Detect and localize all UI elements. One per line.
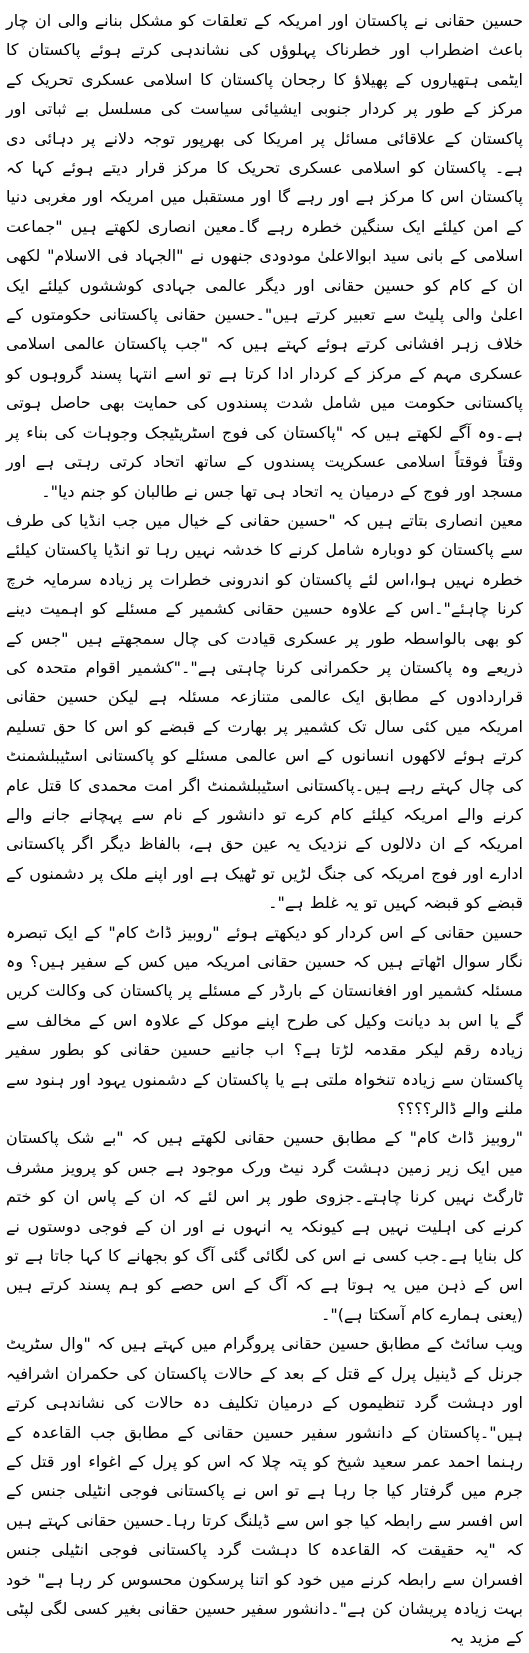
article-paragraph-4: "روبیز ڈاٹ کام" کے مطابق حسین حقانی لکھتے ہیں کہ "بے شک پاکستان میں ایک زیر زمین دہشت گرد نیٹ ورک موجود ہے جس کو پرویز مشرف ٹارگٹ نہیں کرنا چاہتے۔جزوی طور پر اس لئے کہ ان کے پاس ان کو ختم کرنے کی اہلیت نہیں ہے کیونکہ یہ انہوں نے اور ان کے فوجی دوستوں نے کل بنایا ہے۔جب کسی نے اس کی لگائی گئی آگ کو بجھانے کا کہا جاتا ہے تو اس کے ذہن میں یہ ہوتا ہے کہ آگ کے اس حصے کو ہم پسند کرتے ہیں (یعنی ہمارے کام آسکتا ہے)"۔ bbox=[6, 1128, 523, 1324]
article-paragraph-1: حسین حقانی نے پاکستان اور امریکہ کے تعلقات کو مشکل بنانے والی ان چار باعث اضطراب اور خطرناک پہلوؤں کی نشاندہی کرتے ہوئے پاکستان کا ایٹمی ہتھیاروں کے پھیلاؤ کا رجحان پاکستان کا اسلامی عسکری تحریک کے مرکز کے طور پر کردار جنوبی ایشیائی سیاست کی مسلسل بے ثباتی اور پاکستان کے علاقائی مسائل پر امریکا کی بھرپور توجہ دلانے پر دہائی دی ہے۔ پاکستان کو اسلامی عسکری تحریک کا مرکز قرار دیتے ہوئے کہا کہ پاکستان اس کا مرکز ہے اور رہے گا اور مستقبل میں امریکہ اور مغربی دنیا کے امن کیلئے ایک سنگین خطرہ رہے گا۔معین انصاری لکھتے ہیں "جماعت اسلامی کے بانی سید ابوالاعلیٰ مودودی جنھوں نے "الجہاد فی الاسلام" لکھی ان کے کام کو حسین حقانی اور دیگر عالمی جہادی کوششوں کیلئے ایک اعلیٰ والی پلیٹ سے تعبیر کرتے ہیں"۔حسین حقانی پاکستانی حکومتوں کے خلاف زہر افشانی کرتے ہوئے کہتے ہیں کہ "جب پاکستان عالمی اسلامی عسکری مہم کے مرکز کے کردار ادا کرتا ہے تو اسے انتہا پسند گروہوں کو پاکستانی حکومت میں شامل شدت پسندوں کی حمایت بھی حاصل ہوتی ہے۔وہ آگے لکھتے ہیں کہ "پاکستان کی فوج اسٹریٹیجک وجوہات کی بناء پر وقتاً فوقتاً اسلامی عسکریت پسندوں کے ساتھ اتحاد کرتی رہتی ہے اور مسجد اور فوج کے درمیان یہ اتحاد ہی تھا جس نے طالبان کو جنم دیا"۔ bbox=[6, 11, 523, 501]
article-paragraph-2: معین انصاری بتاتے ہیں کہ "حسین حقانی کے خیال میں جب انڈیا کی طرف سے پاکستان کو دوبارہ شامل کرنے کا خدشہ نہیں رہا تو انڈیا پاکستان کیلئے خطرہ نہیں ہوا،اس لئے پاکستان کو اندرونی خطرات پر زیادہ سرمایہ خرچ کرنا چاہئے"۔اس کے علاوہ حسین حقانی کشمیر کے مسئلے کو اہمیت دینے کو بھی بالواسطہ طور پر عسکری قیادت کی چال سمجھتے ہیں "جس کے ذریعے وہ پاکستان پر حکمرانی کرنا چاہتی ہے"۔"کشمیر اقوام متحدہ کی قراردادوں کے مطابق ایک عالمی متنازعہ مسئلہ ہے لیکن حسین حقانی امریکہ میں کئی سال تک کشمیر پر بھارت کے قبضے کو اس کا حق تسلیم کرتے ہوئے لاکھوں انسانوں کے اس عالمی مسئلے کو پاکستانی اسٹیبلشمنٹ کی چال کہتے رہے ہیں۔پاکستانی اسٹیبلشمنٹ اگر امت محمدی کا قتل عام کرنے والے امریکہ کیلئے کام کرے تو دانشور کے نام سے پہچانے جانے والے امریکہ کے ان دلالوں کے نزدیک یہ عین حق ہے، بالفاظ دیگر اگر پاکستانی ادارے اور فوج امریکہ کی جنگ لڑیں تو ٹھیک ہے اور اپنے ملک پر دشمنوں کے قبضے کو قبضہ کہیں تو یہ غلط ہے"۔ bbox=[6, 510, 524, 913]
article-paragraph-3: حسین حقانی کے اس کردار کو دیکھتے ہوئے "روبیز ڈاٹ کام" کے ایک تبصرہ نگار سوال اٹھاتے ہیں کہ حسین حقانی امریکہ میں کس کے سفیر ہیں؟ وہ مسئلہ کشمیر اور افغانستان کے بارڈر کے مسئلے پر پاکستان کی وکالت کریں گے یا اس بد دیانت وکیل کی طرح اپنے موکل کے علاوہ اس کے مخالف سے زیادہ رقم لیکر مقدمہ لڑتا ہے؟ اب جانیے حسین حقانی کو بطور سفیر پاکستان سے زیادہ تنخواہ ملتی ہے یا پاکستان کے دشمنوں یہود اور ہنود سے ملنے والے ڈالر؟؟؟؟ bbox=[6, 922, 523, 1119]
article-paragraph-5: ویب سائٹ کے مطابق حسین حقانی پروگرام میں کہتے ہیں کہ "وال سٹریٹ جرنل کے ڈینیل پرل کے قتل کے بعد کے حالات پاکستان کی حکمران اشرافیہ اور دہشت گرد تنظیموں کے درمیان تکلیف دہ حالات کی نشاندہی کرتے ہیں"۔پاکستان کے دانشور سفیر حسین حقانی کے مطابق جب القاعدہ کے رہنما احمد عمر سعید شیخ کو پتہ چلا کہ اس کو پرل کے اغواء اور قتل کے جرم میں گرفتار کیا جا رہا ہے تو اس نے پاکستانی فوجی انٹیلی جنس کے اس افسر سے رابطہ کیا جو اس سے ڈیلنگ کرتا رہا۔حسین حقانی کہتے ہیں کہ "یہ حقیقت کہ القاعدہ کا دہشت گرد پاکستانی فوجی انٹیلی جنس افسران سے رابطہ کرنے میں خود کو اتنا پرسکون محسوس کر رہا ہے" خود بہت زیادہ پریشان کن ہے"۔دانشور سفیر حسین حقانی بغیر کسی لگی لپٹی کے مزید یہ bbox=[6, 1334, 523, 1648]
